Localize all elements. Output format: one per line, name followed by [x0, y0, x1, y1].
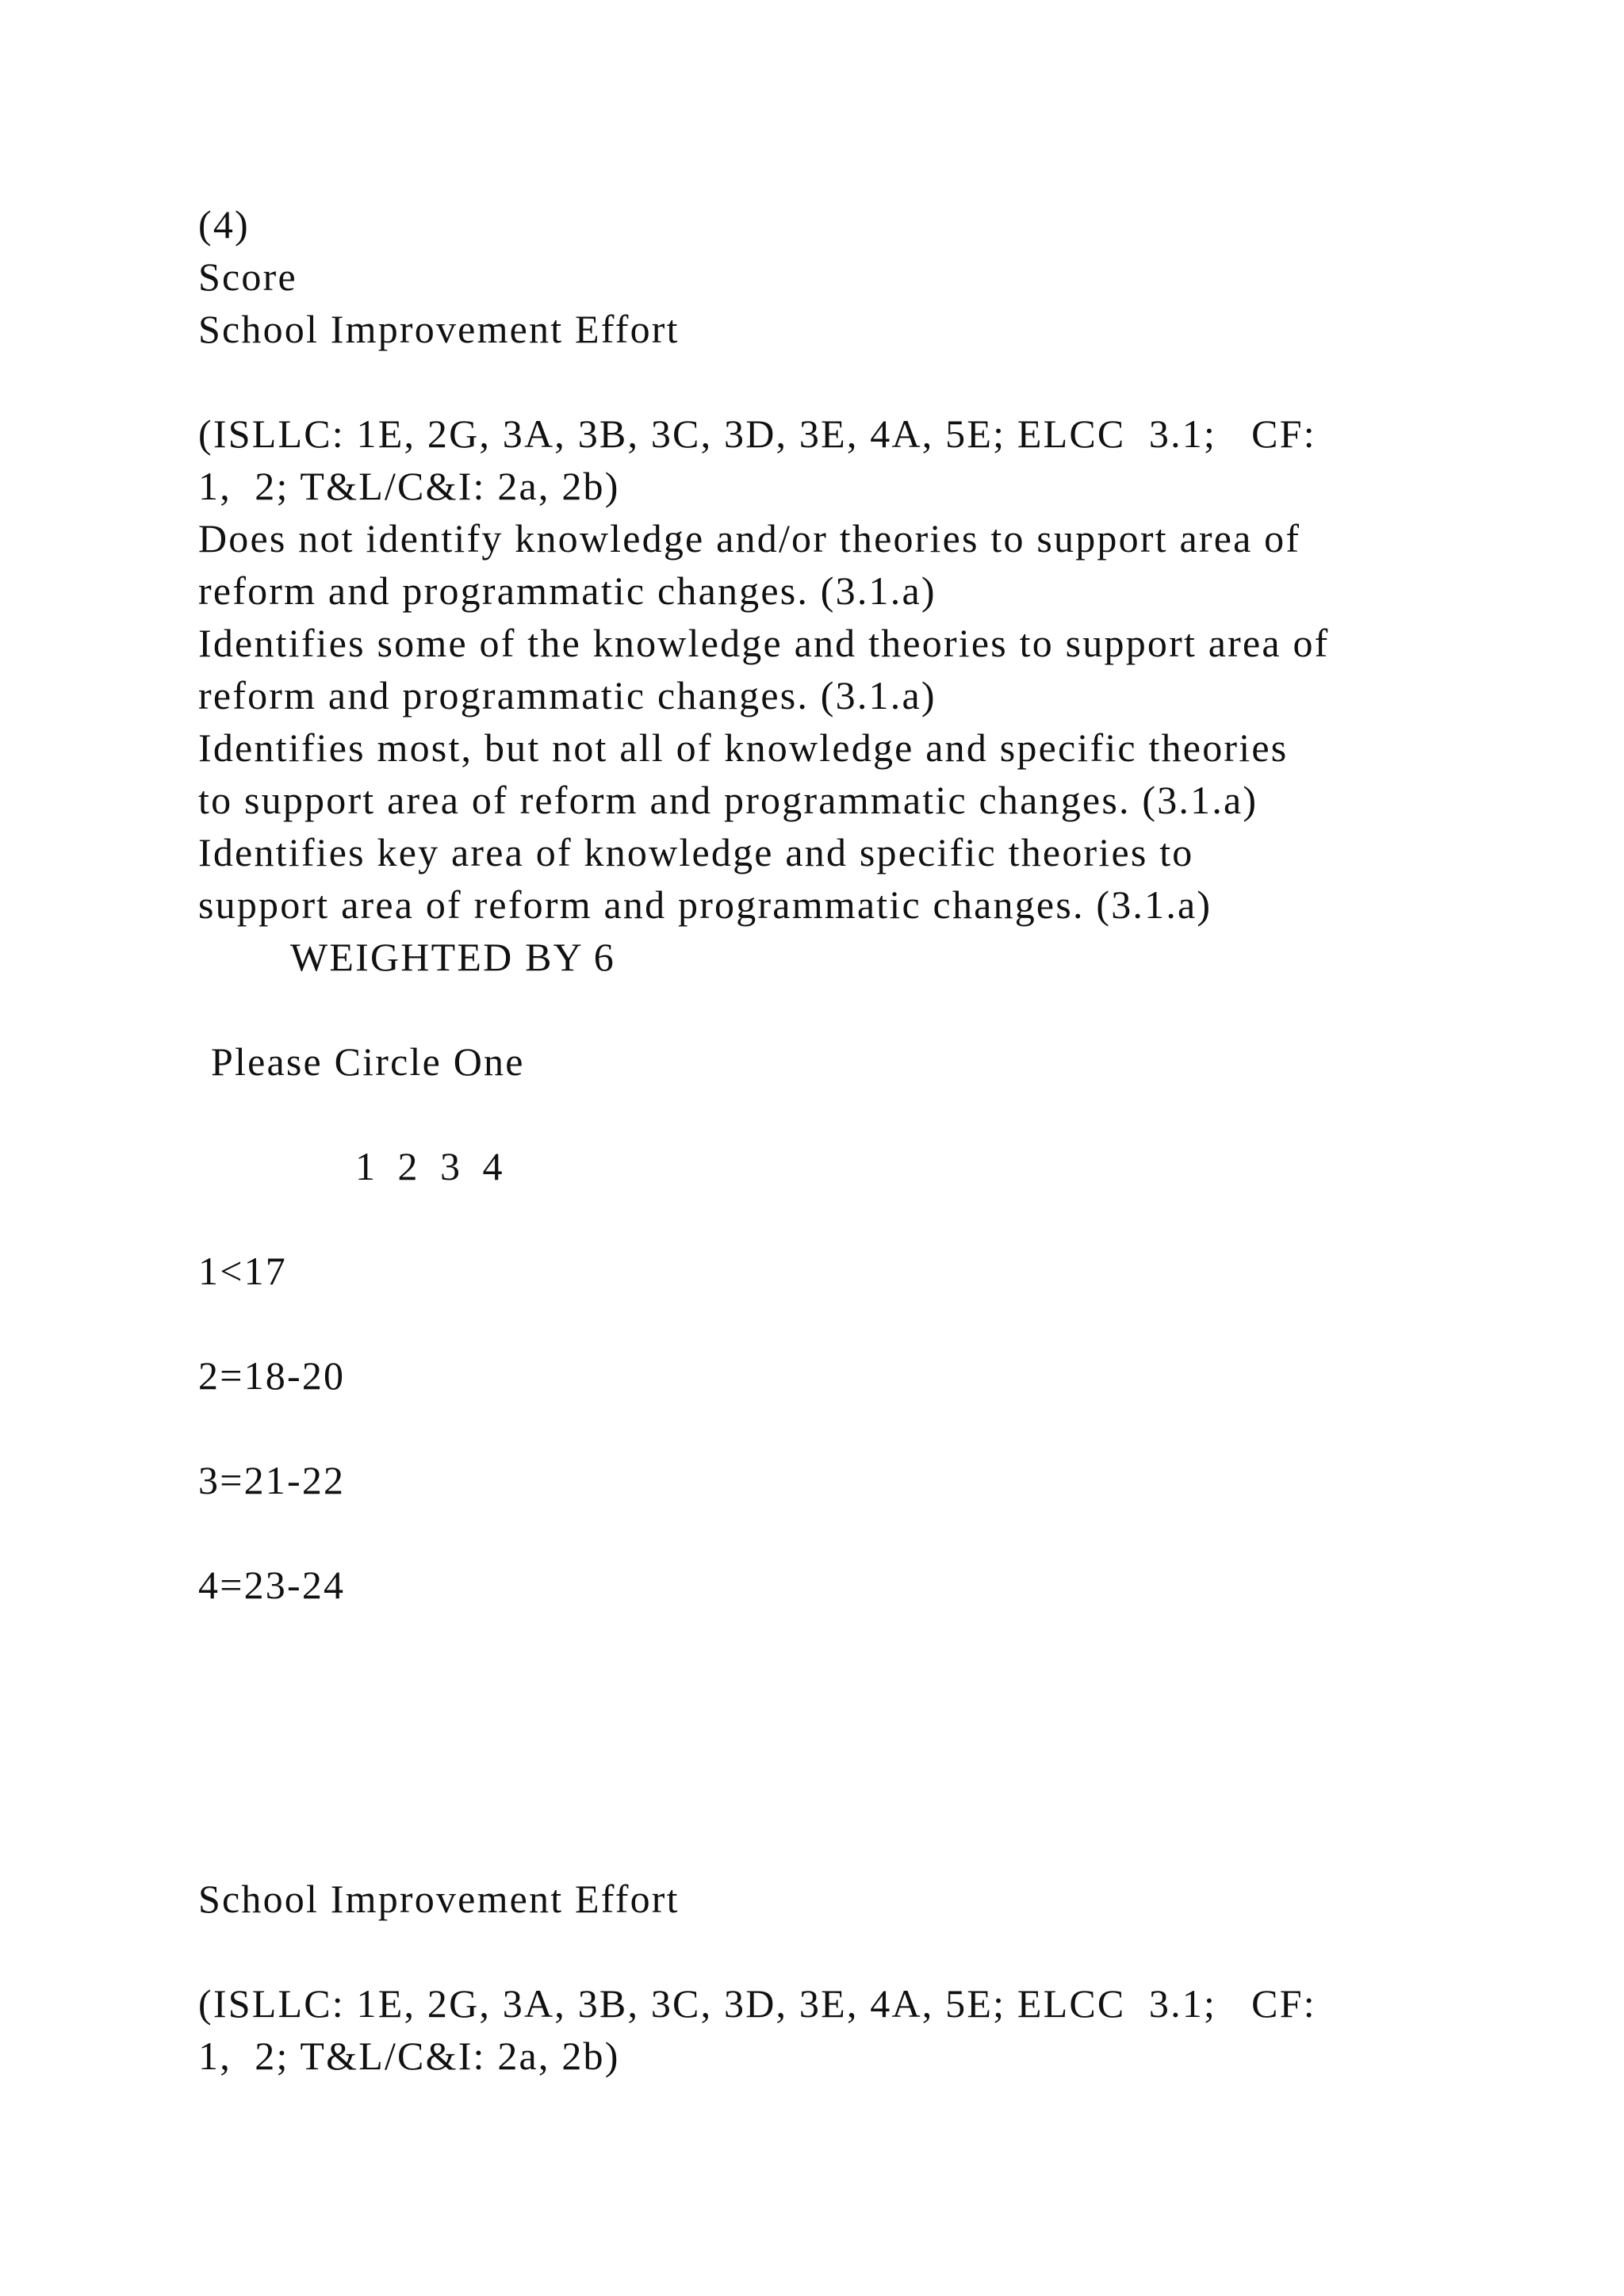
repeat-standards-line-1: (ISLLC: 1E, 2G, 3A, 3B, 3C, 3D, 3E, 4A, 5E; ELCC 3.1; CF: [198, 1981, 1316, 2026]
level-label: (4) [198, 202, 250, 247]
criterion-3-line-1: Identifies most, but not all of knowledge and specific theories [198, 725, 1289, 770]
criterion-1-line-2: reform and programmatic changes. (3.1.a) [198, 568, 936, 613]
standards-line-2: 1, 2; T&L/C&I: 2a, 2b) [198, 464, 620, 508]
score-range-1: 1<17 [198, 1249, 287, 1293]
repeat-section-title: School Improvement Effort [198, 1877, 680, 1921]
criterion-2-line-1: Identifies some of the knowledge and theories to support area of [198, 621, 1330, 665]
criterion-2-line-2: reform and programmatic changes. (3.1.a) [198, 673, 936, 718]
score-label: Score [198, 254, 297, 299]
standards-line-1: (ISLLC: 1E, 2G, 3A, 3B, 3C, 3D, 3E, 4A, 5E; ELCC 3.1; CF: [198, 411, 1316, 456]
criterion-4-line-1: Identifies key area of knowledge and specific theories to [198, 830, 1194, 874]
criterion-1-line-1: Does not identify knowledge and/or theories to support area of [198, 516, 1301, 561]
weighted-label: WEIGHTED BY 6 [290, 935, 615, 979]
score-range-3: 3=21-22 [198, 1458, 346, 1502]
criterion-4-line-2: support area of reform and programmatic changes. (3.1.a) [198, 882, 1212, 927]
circle-prompt: Please Circle One [211, 1039, 525, 1084]
circle-options: 1 2 3 4 [355, 1144, 509, 1188]
criterion-3-line-2: to support area of reform and programmatic changes. (3.1.a) [198, 778, 1258, 822]
repeat-standards-line-2: 1, 2; T&L/C&I: 2a, 2b) [198, 2034, 620, 2078]
section-title: School Improvement Effort [198, 307, 680, 351]
score-range-4: 4=23-24 [198, 1563, 346, 1607]
score-range-2: 2=18-20 [198, 1353, 346, 1398]
